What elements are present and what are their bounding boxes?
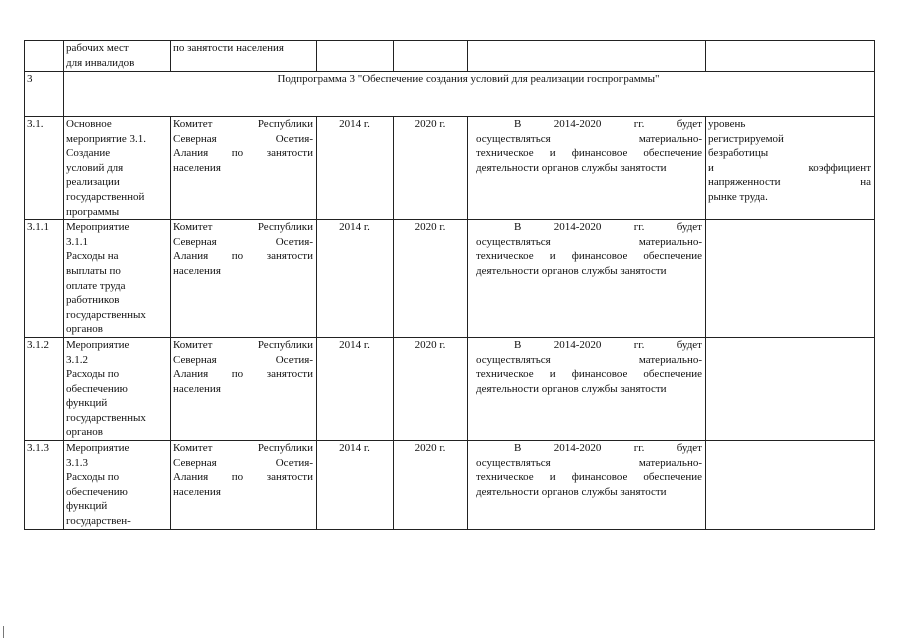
program-table [24, 40, 875, 530]
cell-text-line: населения [173, 485, 221, 498]
cell-text-line: программы [66, 205, 120, 218]
cell-text-line: осуществляться материально- [476, 456, 702, 469]
cell-text-line: напряженности на [708, 176, 871, 189]
cell-text-line: техническое и финансовое обеспечение [476, 471, 702, 484]
cell-text-line: населения [173, 264, 221, 277]
cell-text-line: мероприятие 3.1. [66, 132, 147, 145]
cell-text-line: Комитет Республики [173, 221, 313, 234]
cell-text-line: В 2014-2020 гг. будет [514, 118, 702, 130]
cell-text-line: осуществляться материально- [476, 132, 702, 145]
subprogram-title: Подпрограмма 3 "Обеспечение создания условий для реализации госпрограммы" [64, 72, 875, 117]
cell-executor [171, 41, 317, 72]
cell-text-line: осуществляться материально- [476, 353, 702, 366]
cell-indicator [706, 441, 875, 530]
cell-text-line: рынке труда. [708, 190, 768, 203]
cell-text-line: рабочих мест [66, 42, 129, 54]
cell-text-line: Алания по занятости [173, 250, 313, 263]
cell-text-line: Северная Осетия- [173, 353, 313, 366]
cell-text-line: 3.1.1 [66, 235, 88, 248]
cell-text-line: Комитет Республики [173, 118, 313, 130]
cell-end: 2020 г. [394, 117, 468, 220]
cell-text-line: Комитет Республики [173, 338, 313, 351]
cell-text-line: условий для [66, 161, 124, 174]
cell-text-line: техническое и финансовое обеспечение [476, 250, 702, 263]
cell-end: 2020 г. [394, 441, 468, 530]
subprogram-num: 3 [25, 72, 64, 117]
table-row [25, 337, 875, 440]
cell-text-line: органов [66, 426, 103, 439]
cell-indicator [706, 220, 875, 338]
cell-result [468, 41, 706, 72]
cell-result [468, 337, 706, 440]
cell-result [468, 220, 706, 338]
cell-text-line: Комитет Республики [173, 442, 313, 455]
cell-executor [171, 220, 317, 338]
cell-text-line: Основное [66, 118, 112, 130]
cell-start: 2014 г. [317, 441, 394, 530]
cell-text-line: Мероприятие [66, 221, 130, 234]
cell-name [64, 441, 171, 530]
cell-text-line: Северная Осетия- [173, 235, 313, 248]
cell-text-line: Северная Осетия- [173, 456, 313, 469]
table-row [25, 441, 875, 530]
cell-text-line: Северная Осетия- [173, 132, 313, 145]
cell-text-line: 3.1.3 [66, 456, 88, 469]
cell-result [468, 441, 706, 530]
cell-text-line: Расходы по [66, 471, 120, 484]
cell-text-line: государственных [66, 411, 146, 424]
cell-start: 2014 г. [317, 220, 394, 338]
cell-text-line: населения [173, 161, 221, 174]
cell-name [64, 41, 171, 72]
cell-text-line: оплате труда [66, 279, 126, 292]
cell-start: 2014 г. [317, 337, 394, 440]
scan-edge-mark [3, 626, 4, 638]
cell-text-line: органов [66, 323, 103, 336]
cell-text-line: Алания по занятости [173, 471, 313, 484]
cell-text-line: регистрируемой [708, 132, 784, 145]
cell-name [64, 117, 171, 220]
cell-text-line: деятельности органов службы занятости [476, 485, 667, 498]
cell-indicator [706, 41, 875, 72]
cell-executor [171, 441, 317, 530]
cell-text-line: государствен- [66, 515, 131, 528]
cell-result [468, 117, 706, 220]
cell-text-line: населения [173, 382, 221, 395]
cell-text-line: 3.1.2 [66, 353, 88, 366]
cell-text-line: Мероприятие [66, 338, 130, 351]
cell-text-line: Мероприятие [66, 442, 130, 455]
cell-text-line: деятельности органов службы занятости [476, 264, 667, 277]
cell-text-line: и коэффициент [708, 161, 871, 174]
cell-text-line: реализации [66, 176, 120, 189]
cell-text-line: безработицы [708, 147, 769, 160]
cell-text-line: работников [66, 294, 120, 307]
cell-text-line: В 2014-2020 гг. будет [514, 442, 702, 455]
cell-text-line: деятельности органов службы занятости [476, 382, 667, 395]
cell-num [25, 41, 64, 72]
cell-num: 3.1.1 [25, 220, 64, 338]
cell-text-line: для инвалидов [66, 56, 135, 69]
cell-text-line: В 2014-2020 гг. будет [514, 338, 702, 351]
cell-text-line: Алания по занятости [173, 147, 313, 160]
cell-end [394, 41, 468, 72]
table-row [25, 220, 875, 338]
cell-text-line: осуществляться материально- [476, 235, 702, 248]
cell-text-line: выплаты по [66, 264, 121, 277]
cell-text-line: по занятости населения [173, 42, 284, 54]
cell-end: 2020 г. [394, 220, 468, 338]
cell-num: 3.1.2 [25, 337, 64, 440]
cell-num: 3.1. [25, 117, 64, 220]
cell-start: 2014 г. [317, 117, 394, 220]
table-row [25, 117, 875, 220]
cell-text-line: техническое и финансовое обеспечение [476, 368, 702, 381]
cell-executor [171, 337, 317, 440]
cell-text-line: государственных [66, 308, 146, 321]
cell-text-line: деятельности органов службы занятости [476, 161, 667, 174]
cell-text-line: функций [66, 397, 108, 410]
cell-executor [171, 117, 317, 220]
cell-text-line: функций [66, 500, 108, 513]
cell-text-line: техническое и финансовое обеспечение [476, 147, 702, 160]
cell-indicator [706, 117, 875, 220]
cell-name [64, 337, 171, 440]
cell-text-line: Алания по занятости [173, 368, 313, 381]
cell-end: 2020 г. [394, 337, 468, 440]
cell-text-line: Создание [66, 147, 111, 160]
cell-text-line: Расходы на [66, 250, 119, 263]
cell-num: 3.1.3 [25, 441, 64, 530]
cell-indicator [706, 337, 875, 440]
subprogram-row [25, 72, 875, 117]
cell-text-line: В 2014-2020 гг. будет [514, 221, 702, 234]
cell-text-line: уровень [708, 118, 746, 130]
cell-text-line: государственной [66, 190, 145, 203]
cell-name [64, 220, 171, 338]
cell-text-line: обеспечению [66, 485, 128, 498]
cell-text-line: Расходы по [66, 368, 120, 381]
cell-start [317, 41, 394, 72]
cell-text-line: обеспечению [66, 382, 128, 395]
table-row-top-fragment [25, 41, 875, 72]
